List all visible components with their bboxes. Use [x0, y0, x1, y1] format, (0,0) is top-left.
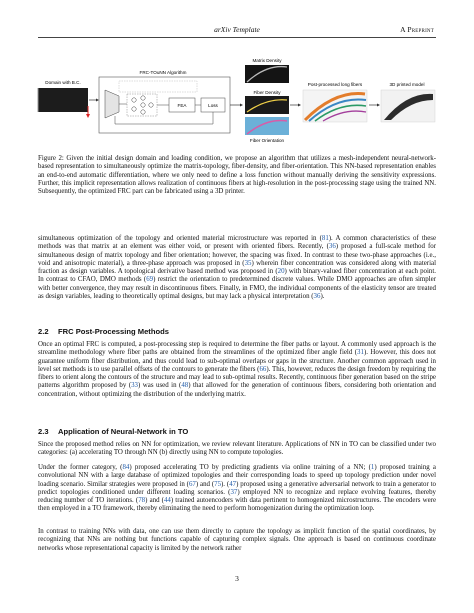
matrix-density-label: Matrix Density [252, 58, 282, 63]
paragraph-1 [38, 235, 436, 301]
running-header [0, 25, 474, 37]
fiber-orientation-panel [245, 117, 289, 135]
citation-link[interactable]: 33 [131, 382, 138, 390]
text-run: ). [320, 293, 325, 301]
text-run: ) trained autoencoders with data pertinent to homogenized microstructures. The encoders were then employed in a TO framework, thereby eliminating the need to perform homogenization during the optimization loop. [38, 497, 436, 513]
text-run: ). However, this does not guarantee uniform fiber distribution, and thus could lead to sub-optimal overlaps or gaps in the structure. Another common approach used in level set methods is to use parallel offsets of the contours to generate the fibers ( [38, 349, 436, 373]
nn-node [132, 98, 136, 102]
nn-node [141, 96, 145, 100]
citation-link[interactable]: 66 [259, 365, 267, 373]
domain-label: Domain with B.C. [45, 80, 81, 85]
text-run: Once an optimal FRC is computed, a post-processing step is required to determine the fiber paths or layout. A commonly used approach is the streamline methodology where fiber paths are obtained from the streamlines of the optimized fiber angle field ( [38, 341, 436, 357]
arrow-to-algorithm-head [96, 99, 99, 102]
arrow-to-postprocess-head [298, 104, 301, 107]
citation-link[interactable]: 69 [146, 276, 154, 284]
citation-link[interactable]: 81 [321, 235, 329, 242]
text-run: ) wherein fiber concentration was considered along with material fraction as design variables. A topological derivative based method was proposed in ( [38, 259, 436, 276]
paragraph-4 [38, 464, 436, 514]
section-number: 2.2 [38, 327, 49, 336]
neural-network-block [127, 94, 157, 116]
text-run: ). ( [221, 480, 230, 488]
citation-link[interactable]: 48 [181, 382, 189, 390]
nn-node [132, 107, 136, 111]
arrow-to-printed-head [377, 104, 380, 107]
citation-link[interactable]: 75 [214, 480, 222, 488]
section-heading-2-2 [38, 327, 436, 336]
text-run: ) was used in ( [138, 382, 182, 390]
citation-link[interactable]: 35 [244, 259, 252, 267]
feedback-loop [115, 112, 213, 124]
figure-2 [35, 54, 439, 146]
text-run: ) and ( [145, 497, 164, 505]
text-run: ) proposed a full-scale method for simultaneous design of matrix topology and fiber orientation; however, the spacing was fixed. In contrast to these two-phase approaches (i.e., void and anisotropic material), a three-phase approach was proposed in ( [38, 243, 436, 267]
loss-label: Loss [208, 103, 218, 108]
section-number: 2.3 [38, 427, 49, 436]
caption-text: Given the initial design domain and loading condition, we propose an algorithm that utilizes a mesh-independent neural-network-based representation to simultaneously optimize the matrix-topology, fiber-density, and fiber-orientation. This NN-based representation enables an end-to-end automatic differentiation, where we only need to define a loss function without manually deriving the sensitivity expressions. Further, this implicit representation allows realization of continuous fibers at high-resolution in the post-processing stage using the trained NN. Subsequently, the optimized FRC part can be fabricated using a 3D printer. [38, 155, 436, 196]
citation-link[interactable]: 37 [230, 488, 238, 496]
citation-link[interactable]: 78 [138, 497, 146, 505]
text-run: ). This, however, reduces the design freedom by requiring the fibers to orient along the contours of the structure and may lead to sub-optimal results. Recently, continuous fiber generation based on the stripe patterns algorithm proposed by ( [38, 365, 437, 390]
citation-link[interactable]: 31 [357, 349, 364, 357]
fiber-density-panel [245, 96, 289, 114]
fiber-density-label: Fiber Density [253, 90, 281, 95]
citation-link[interactable]: 67 [188, 480, 196, 488]
citation-link[interactable]: 20 [277, 268, 285, 276]
paragraph-2 [38, 341, 436, 399]
postprocess-label: Post-processed long fibers [307, 82, 363, 87]
algorithm-top-block [119, 81, 197, 92]
fiber-orientation-label: Fiber Orientation [249, 138, 285, 143]
printed-model-label: 3D printed model [389, 82, 425, 87]
paragraph-5: In contrast to training NNs with data, one can use them directly to capture the topology as implicit function of the spatial coordinates, by recognizing that NNs are nothing but functions capable of capturing complex signals. One approach is based on continuous coordinate networks whose representational capacity is limited by the network rather [38, 528, 436, 552]
text-run: ) and ( [195, 480, 215, 488]
page-number: 3 [235, 574, 239, 583]
section-title: Application of Neural-Network in TO [58, 427, 189, 436]
fea-label: FEA [177, 103, 187, 108]
matrix-density-panel [245, 65, 289, 83]
caption-prefix: Figure 2: [38, 155, 64, 162]
section-heading-2-3 [38, 427, 436, 436]
text-run: ) restrict the orientation to predetermined discrete values. While DMO approaches are often simpler with better convergence, they may result in discontinuous fibers. Finally, in FMO, the individual components of the elasticity tensor are treated as design variables, leading to theoretically optimal designs, but may lack a physical interpretation ( [38, 276, 436, 301]
algorithm-label: FRC-TOuNN Algorithm [139, 70, 187, 75]
text-run: Under the former category, ( [38, 464, 123, 471]
header-preprint-label: A Preprint [400, 25, 434, 34]
arrow-to-densities-head [240, 104, 243, 107]
text-run: ) proposed training a convolutional NN with a large database of optimized topologies and their corresponding loads to speed up topology prediction under novel loading scenario. Similar strategies were proposed in ( [38, 464, 436, 488]
domain-box [38, 88, 88, 112]
text-run: simultaneous optimization of the topology and oriented material microstructure was reported in ( [38, 235, 322, 242]
figure-caption [38, 155, 436, 196]
citation-link[interactable]: 44 [163, 497, 171, 505]
text-run: ) proposed using a generative adversarial network to train a generator to predict topologies conditioned under different loading scenarios. ( [38, 480, 436, 496]
text-run: ) that allowed for the generation of continuous fibers, considering both orientation and concentration, without optimizing the distribution of the underlying matrix. [38, 382, 436, 398]
nn-input-layer [105, 90, 119, 118]
text-run: ). A common characteristics of these methods was that matrix at an element was either void, or present with oriented fibers. Recently, ( [38, 235, 437, 251]
nn-node [141, 110, 145, 114]
citation-link[interactable]: 47 [229, 480, 237, 488]
section-title: FRC Post-Processing Methods [58, 327, 169, 336]
nn-node [149, 103, 153, 107]
citation-link[interactable]: 36 [313, 293, 321, 301]
citation-link[interactable]: 84 [122, 464, 130, 471]
citation-link[interactable]: 1 [370, 464, 375, 471]
header-title: arXiv Template [214, 25, 260, 34]
paragraph-3: Since the proposed method relies on NN for optimization, we review relevant literature. Applications of NN in TO can be classified under two categories: (a) accelerating TO through NN (b) directly using NN to compute topologies. [38, 441, 436, 457]
load-arrow-head [86, 114, 90, 118]
text-run: ) employed NN to recognize and replace evolving features, thereby reducing number of TO iterations. ( [38, 488, 436, 505]
figure-2-illustration [35, 54, 439, 146]
text-run: ) proposed accelerating TO by predicting gradients via online training of a NN; ( [129, 464, 371, 471]
text-run: ) with binary-valued fiber concentration at each point. In contrast to CFAO, DMO methods ( [38, 268, 436, 284]
citation-link[interactable]: 36 [328, 243, 336, 251]
header-rule [38, 37, 436, 38]
nn-node [141, 103, 145, 107]
